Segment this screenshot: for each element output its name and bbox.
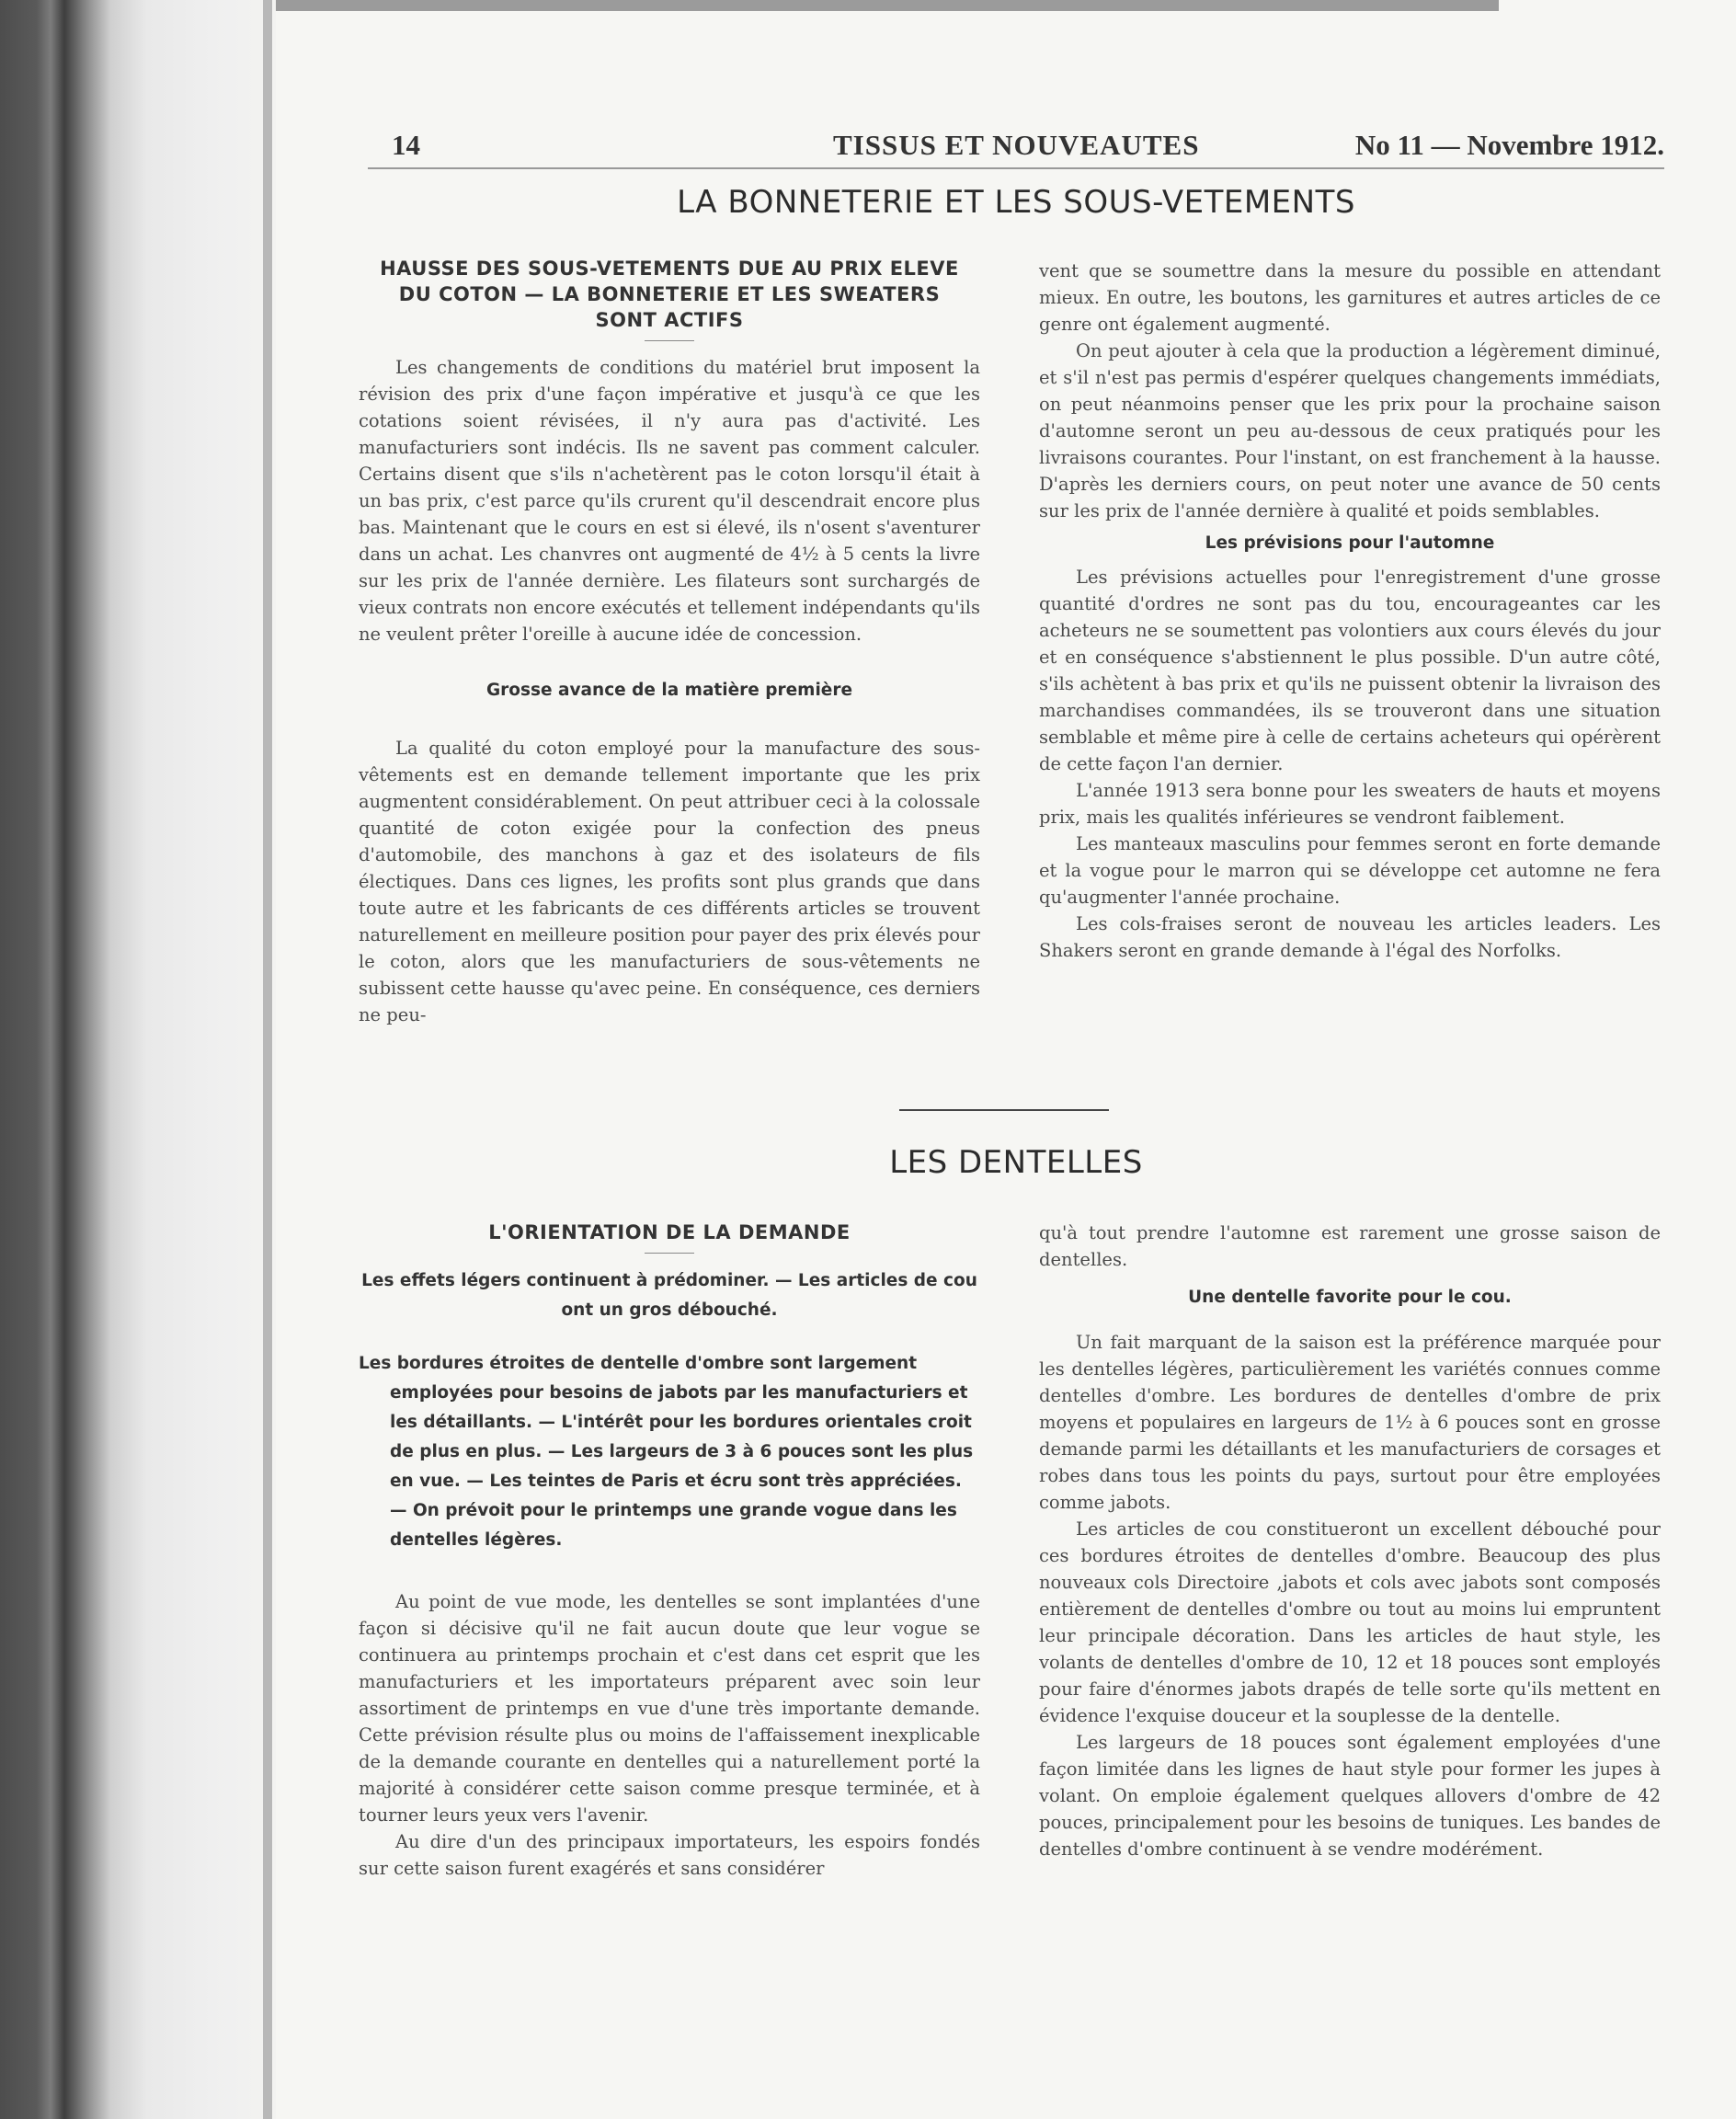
header-rule xyxy=(368,167,1664,169)
page-number: 14 xyxy=(392,129,420,161)
publication-title: TISSUS ET NOUVEAUTES xyxy=(833,129,1200,161)
column-3 xyxy=(359,1220,980,1882)
title-divider xyxy=(645,1253,694,1254)
paragraph: Un fait marquant de la saison est la préférence marquée pour les dentelles légères, particulièrement les variétés connues comme dentelles d'ombre. Les bordures de dentelles d'ombre de prix moyens et populaires en largeurs de 1½ à 6 pouces sont en grosse demande parmi les détaillants et les manufacturiers de corsages et robes dans tous les points du pays, surtout pour être employées comme jabots. xyxy=(1039,1332,1661,1513)
paragraph: qu'à tout prendre l'automne est rarement une grosse saison de dentelles. xyxy=(1039,1222,1661,1270)
paragraph: Les changements de conditions du matériel brut imposent la révision des prix d'une façon impérative et jusqu'à ce que les cotations soient révisées, il n'y aura pas d'activité. Les manufacturiers sont indécis. Ils ne savent pas comment calculer. Certains disent que s'ils n'achetèrent pas le coton lorsqu'il était à un bas prix, c'est parce qu'ils crurent qu'il descendrait encore plus bas. Maintenant que le cours en est si élevé, ils n'osent s'aventurer dans un achat. Les chanvres ont augmenté de 4½ à 5 cents la livre sur les prix de l'année dernière. Les filateurs sont surchargés de vieux contrats non encore exécutés et tellement indépendants qu'ils ne veulent prêter l'oreille à aucune idée de concession. xyxy=(359,357,980,645)
paragraph: Les manteaux masculins pour femmes seront en forte demande et la vogue pour le marron qui se développe cet automne ne fera qu'augmenter l'année prochaine. xyxy=(1039,833,1661,908)
page-edge xyxy=(263,0,272,2119)
article-title-hausse: HAUSSE DES SOUS-VETEMENTS DUE AU PRIX ELEVE DU COTON — LA BONNETERIE ET LES SWEATERS SONT ACTIFS xyxy=(380,258,959,331)
paragraph: Au dire d'un des principaux importateurs, les espoirs fondés sur cette saison furent exagérés et sans considérer xyxy=(359,1831,980,1879)
column-2 xyxy=(1039,258,1661,964)
subhead-matiere-premiere: Grosse avance de la matière première xyxy=(485,681,853,700)
title-divider xyxy=(645,340,694,341)
section-divider xyxy=(899,1109,1109,1111)
subhead-dentelle-favorite: Une dentelle favorite pour le cou. xyxy=(1188,1288,1512,1307)
paragraph: L'année 1913 sera bonne pour les sweaters de hauts et moyens prix, mais les qualités inférieures se vendront faiblement. xyxy=(1039,780,1661,828)
section-title-dentelles: LES DENTELLES xyxy=(889,1144,1143,1181)
deck-effets-legers: Les effets légers continuent à prédominer. — Les articles de cou ont un gros débouché. xyxy=(361,1271,977,1320)
paragraph: On peut ajouter à cela que la production a légèrement diminué, et s'il n'est pas permis d'espérer quelques changements immédiats, on peut néanmoins penser que les prix pour la prochaine saison d'automne seront un peu au-dessous de ceux pratiqués pour les livraisons courantes. Pour l'instant, on est franchement à la hausse. D'après les derniers cours, on peut noter une avance de 50 cents sur les prix de l'année dernière à qualité et poids semblables. xyxy=(1039,340,1661,521)
column-4 xyxy=(1039,1220,1661,1862)
paragraph: Les cols-fraises seront de nouveau les articles leaders. Les Shakers seront en grande demande à l'égal des Norfolks. xyxy=(1039,913,1661,961)
paragraph: Les articles de cou constitueront un excellent débouché pour ces bordures étroites de dentelles d'ombre. Beaucoup des plus nouveaux cols Directoire ,jabots et cols avec jabots sont composés entièrement de dentelles d'ombre ou tout au moins lui empruntent leur principale décoration. Dans les articles de haut style, les volants de dentelles d'ombre de 10, 12 et 18 pouces sont employés pour faire d'énormes jabots drapés de telle sorte qu'ils mettent en évidence l'exquise douceur et la souplesse de la dentelle. xyxy=(1039,1518,1661,1726)
running-head xyxy=(368,129,1664,166)
issue-date: No 11 — Novembre 1912. xyxy=(1354,129,1664,161)
paragraph: La qualité du coton employé pour la manufacture des sous-vêtements est en demande tellement importante que les prix augmentent considérablement. On peut attribuer ceci à la colossale quantité de coton exigée pour la confection des pneus d'automobile, des manchons à gaz et des isolateurs de fils électiques. Dans ces lignes, les profits sont plus grands que dans toute autre et les fabricants de ces différents articles se trouvent naturellement en meilleure position pour payer des prix élevés pour le coton, alors que les manufacturiers de sous-vêtements ne subissent cette hausse qu'avec peine. En conséquence, ces derniers ne peu- xyxy=(359,738,980,1025)
paragraph: Les largeurs de 18 pouces sont également employées d'une façon limitée dans les lignes de haut style pour former les jupes à volant. On emploie également quelques allovers d'ombre de 42 pouces, principalement pour les besoins de tuniques. Les bandes de dentelles d'ombre continuent à se vendre modérément. xyxy=(1039,1732,1661,1860)
paragraph: vent que se soumettre dans la mesure du possible en attendant mieux. En outre, les boutons, les garnitures et autres articles de ce genre ont également augmenté. xyxy=(1039,260,1661,335)
paragraph: Au point de vue mode, les dentelles se sont implantées d'une façon si décisive qu'il ne fait aucun doute que leur vogue se continuera au printemps prochain et c'est dans cet esprit que les manufacturiers et les importateurs préparent avec soin leur assortiment de printemps en vue d'une très importante demande. Cette prévision résulte plus ou moins de l'affaissement inexplicable de la demande courante en dentelles qui a naturellement porté la majorité à considérer cette saison comme presque terminée, et à tourner leurs yeux vers l'avenir. xyxy=(359,1591,980,1826)
paragraph: Les prévisions actuelles pour l'enregistrement d'une grosse quantité d'ordres ne sont pas du tou, encourageantes car les acheteurs ne se soumettent pas volontiers aux cours élevés du jour et en conséquence s'abstiennent le plus possible. D'un autre côté, s'ils achètent à bas prix et qu'ils ne puissent obtenir la livraison des marchandises commandées, ils se trouveront dans une situation semblable et même pire à celle de certains acheteurs qui opérèrent de cette façon l'an dernier. xyxy=(1039,567,1661,774)
column-1 xyxy=(359,256,980,1028)
deck-bordures: Les bordures étroites de dentelle d'ombre sont largement employées pour besoins de jabots par les manufacturiers et les détaillants. — L'intérêt pour les bordures orientales croit de plus en plus. — Les largeurs de 3 à 6 pouces sont les plus en vue. — Les teintes de Paris et écru sont très appréciées. — On prévoit pour le printemps une grande vogue dans les dentelles légères. xyxy=(359,1354,974,1550)
article-title-orientation: L'ORIENTATION DE LA DEMANDE xyxy=(488,1221,851,1243)
subhead-previsions: Les prévisions pour l'automne xyxy=(1205,533,1495,553)
section-title-bonneterie: LA BONNETERIE ET LES SOUS-VETEMENTS xyxy=(677,184,1355,221)
book-binding-edge xyxy=(0,0,276,2119)
scan-top-shadow xyxy=(276,0,1499,11)
